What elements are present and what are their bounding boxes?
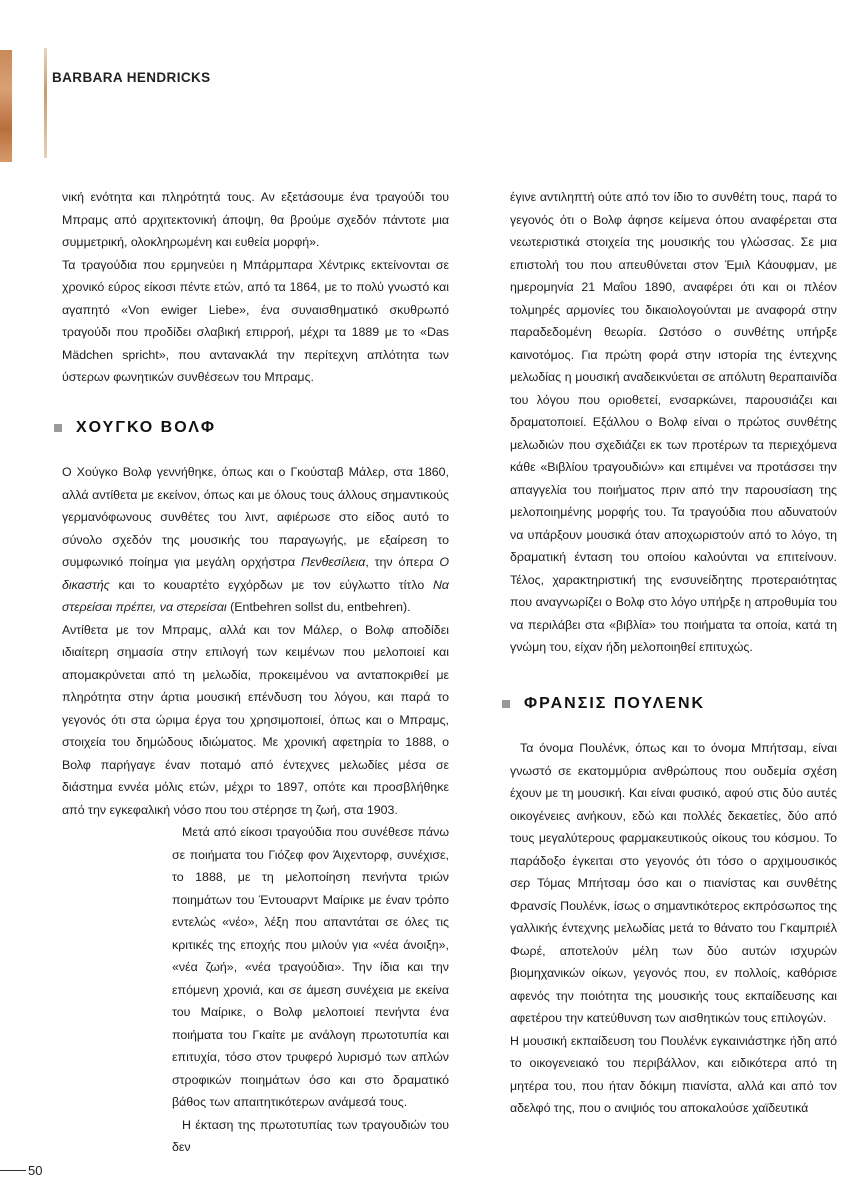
right-column (510, 186, 837, 1120)
work-title: Πενθεσίλεια (300, 555, 366, 569)
paragraph: Μετά από είκοσι τραγούδια που συνέθεσε πάνω σε ποιήματα του Γιόζεφ φον Άιχεντορφ, συνέχισε, το 1888, με τη μελοποίηση πενήντα τριών ποιημάτων του Έντουαρντ Μαίρικε με έναν τρόπο εντελώς «νέο», λέξη που απαντάται σε όλες τις κριτικές της εποχής που μιλούν για «νέα άνοιξη», «νέα ζωή», «νέα τραγούδια». Την ίδια και την επόμενη χρονιά, και σε άμεση συνέχεια με εκείνα του Μαίρικε, ο Βολφ μελοποιεί πενήντα ένα ποιήματα του Γκαίτε με ανάλογη πρωτοτυπία και επιτυχία, τόσο στον τρυφερό λυρισμό των απλών στροφικών ποιημάτων όσο και στο δραματικό βάθος των απαιτητικότερων ανάμεσά τους. (172, 825, 449, 1109)
running-head: BARBARA HENDRICKS (52, 70, 211, 85)
paragraph: Τα τραγούδια που ερμηνεύει η Μπάρμπαρα Χέντρικς εκτείνονται σε χρονικό εύρος είκοσι πέντε ετών, από τα 1864, με το πολύ γνωστό και αγαπητό «Von ewiger Liebe», ένα συναισθηματικό σκυθρωπό τραγούδι που προδίδει σλαβική επιρροή, μέχρι τα 1889 με το «Das Mädchen spricht», που αντανακλά την περίτεχνη απλότητα των ύστερων φωνητικών συνθέσεων του Μπραμς. (62, 257, 449, 384)
paragraph: έγινε αντιληπτή ούτε από τον ίδιο το συνθέτη τους, παρά το γεγονός ότι ο Βολφ άφησε κείμενα όπου αναφέρεται στα νεωτεριστικά στοιχεία της μουσικής του γλώσσας. Σε μια επιστολή του που απευθύνεται στον Έμιλ Κάουφμαν, με ημερομηνία 21 Μαΐου 1890, αναφέρει ότι και οι πλέον τολμηρές αρμονίες του δικαιολογούνται με αναφορά στην παραδεδομένη θεωρία. Ωστόσο ο συνθέτης υπήρξε καινοτόμος. Για πρώτη φορά στην ιστορία της έντεχνης μελωδίας η μουσική αναδεικνύεται σε απόλυτη θεραπαινίδα του λόγου που οριοθετεί, ενσαρκώνει, παρουσιάζει και δραματοποιεί. Εξάλλου ο Βολφ είναι ο πρώτος συνθέτης μελωδιών που σχεδιάζει εκ των προτέρων τα περιεχόμενα κάθε «Βιβλίου τραγουδιών» και επιμένει να προτάσσει την απαγγελία του ποιήματος πριν από την παρουσίαση της μελοποιημένης μορφής του. Τα τραγούδια που αδυνατούν να υπάρξουν μουσικά όταν αποχωριστούν από το λόγο, τη δραματική ένταση του οποίου καλούνται να επιτείνουν. Τέλος, χαρακτηριστική της ενσυνείδητης προτεραιότητας που αναγνωρίζει ο Βολφ στο λόγο υπήρξε η απροθυμία του να περιλάβει στα «βιβλία» του ποιήματα τα οποία, κατά τη γνώμη του, είχαν ήδη μελοποιηθεί επιτυχώς. (510, 190, 837, 654)
square-bullet-icon (502, 700, 510, 708)
folio-rule (0, 1170, 26, 1171)
paragraph: νική ενότητα και πληρότητά τους. Αν εξετάσουμε ένα τραγούδι του Μπραμς από αρχιτεκτονική άποψη, θα βρούμε σχεδόν πάντοτε μια συμμετρική, ολοκληρωμένη και ευθεία μορφή». (62, 190, 449, 249)
paragraph: Η μουσική εκπαίδευση του Πουλένκ εγκαινιάστηκε ήδη από το οικογενειακό του περιβάλλον, και ειδικότερα από τη μητέρα του, που ήταν δόκιμη πιανίστα, αλλά και από τον αδελφό της, που ο ανιψιός του αποκαλούσε χαϊδευτικά (510, 1033, 837, 1115)
header-decorative-rule (44, 48, 47, 158)
left-column (62, 186, 449, 1159)
paragraph: Αντίθετα με τον Μπραμς, αλλά και τον Μάλερ, ο Βολφ αποδίδει ιδιαίτερη σημασία στην επιλογή των κειμένων που μελοποιεί και απομακρύνεται από τη μελωδία, προκειμένου να ανταποκριθεί με πληρότητα στην άρτια μουσική επένδυση του λόγου, και παρά το γεγονός ότι στα ώριμα έργα του χρησιμοποιεί, όπως και ο Μπραμς, στοιχεία του δημώδους ιδιώματος. Με χρονική αφετηρία το 1888, ο Βολφ παρήγαγε έναν ποταμό από έντεχνες μελωδίες μέσα σε διάστημα εννέα μόλις ετών, μέχρι το 1897, οπότε και προσβλήθηκε από την εγκεφαλική νόσο που του στέρησε τη ζωή, στα 1903. (62, 622, 449, 817)
section-title: ΧΟΥΓΚΟ ΒΟΛΦ (76, 418, 217, 436)
square-bullet-icon (54, 424, 62, 432)
section-heading-poulenc (502, 693, 837, 716)
work-title: Ο δικαστής (62, 555, 449, 592)
paragraph: Τα όνομα Πουλένκ, όπως και το όνομα Μπήτσαμ, είναι γνωστό σε εκατομμύρια ανθρώπους που ουδεμία σχέση έχουν με τη μουσική. Και είναι φυσικό, αφού στις δύο αυτές οικογένειες ανήκουν, εδώ και πολλές δεκαετίες, δύο από τους μεγαλύτερους φαρμακευτικούς οίκους του κόσμου. Το παράδοξο έγκειται στο γεγονός ότι τόσο ο αρχιμουσικός σερ Τόμας Μπήτσαμ όσο και ο πιανίστας και συνθέτης Φρανσίς Πουλένκ, ίσως ο σημαντικότερος εκπρόσωπος της γαλλικής έντεχνης μελωδίας μετά το θάνατο του Γκαμπριέλ Φωρέ, αποτελούν μέλη των δύο αυτών ισχυρών βιομηχανικών οίκων, γεγονός που, εν πολλοίς, καθόρισε αφενός την ποιότητα της μουσικής τους εκπαίδευσης και αφετέρου την κατεύθυνση των αισθητικών τους επιλογών. (510, 741, 837, 1025)
page-number-label: 50 (28, 1163, 43, 1178)
paragraph: Η έκταση της πρωτοτυπίας των τραγουδιών του δεν (172, 1117, 449, 1154)
page-number (0, 1163, 42, 1178)
paragraph: Ο Χούγκο Βολφ γεννήθηκε, όπως και ο Γκούσταβ Μάλερ, στα 1860, αλλά αντίθετα με εκείνον, όπως και με όλους τους άλλους σημαντικούς γερμανόφωνους συνθέτες του λιντ, αφιέρωσε στο είδος αυτό το σύνολο σχεδόν της μουσικής του παραγωγής, με εξαίρεση το συμφωνικό ποίημα για μεγάλη ορχήστρα Πενθεσίλεια, την όπερα Ο δικαστής και το κουαρτέτο εγχόρδων με τον εύγλωττο τίτλο Να στερείσαι πρέπει, να στερείσαι (Entbehren sollst du, entbehren). (62, 465, 449, 614)
page-edge-color-strip (0, 50, 12, 162)
section-title: ΦΡΑΝΣΙΣ ΠΟΥΛΕΝΚ (524, 694, 706, 712)
indented-text-block (172, 821, 449, 1159)
section-heading-wolf (54, 417, 449, 440)
work-title: Να στερείσαι πρέπει, να στερείσαι (62, 577, 449, 614)
